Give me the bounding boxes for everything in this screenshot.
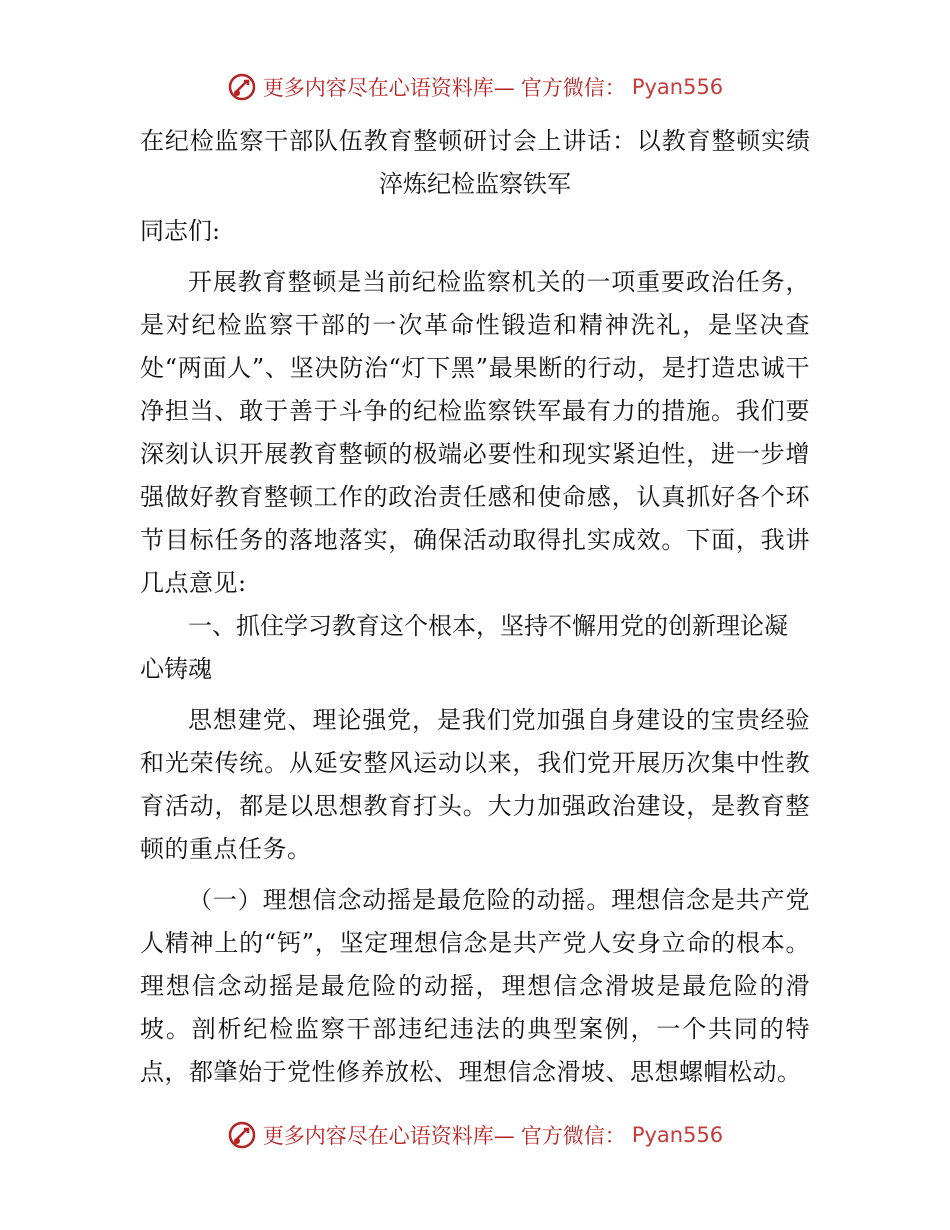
watermark-banner-top bbox=[0, 72, 950, 102]
watermark-wechat-label: 官方微信： bbox=[520, 1124, 626, 1148]
greeting: 同志们: bbox=[140, 217, 221, 245]
watermark-wechat-id: Pyan556 bbox=[631, 75, 724, 99]
watermark-logo-icon bbox=[227, 72, 257, 102]
watermark-text: 更多内容尽在心语资料库— bbox=[262, 1124, 515, 1148]
paragraph-section-1: 思想建党、理论强党，是我们党加强自身建设的宝贵经验和光荣传统。从延安整风运动以来，我们党开展历次集中性教育活动，都是以思想教育打头。大力加强政治建设，是教育整顿的重点任务。 bbox=[140, 706, 810, 863]
paragraph-subsection-1: （一）理想信念动摇是最危险的动摇。理想信念是共产党人精神上的“钙”，坚定理想信念是共产党人安身立命的根本。理想信念动摇是最危险的动摇，理想信念滑坡是最危险的滑坡。剖析纪检监察干部违纪违法的典型案例，一个共同的特点，都肇始于党性修养放松、理想信念滑坡、思想螺帽松动。 bbox=[140, 886, 810, 1086]
watermark-logo-icon bbox=[227, 1120, 257, 1150]
paragraph-intro: 开展教育整顿是当前纪检监察机关的一项重要政治任务，是对纪检监察干部的一次革命性锻造和精神洗礼，是坚决查处“两面人”、坚决防治“灯下黑”最果断的行动，是打造忠诚干净担当、敢于善于斗争的纪检监察铁军最有力的措施。我们要深刻认识开展教育整顿的极端必要性和现实紧迫性，进一步增强做好教育整顿工作的政治责任感和使命感，认真抓好各个环节目标任务的落地落实，确保活动取得扎实成效。下面，我讲几点意见: bbox=[140, 268, 810, 597]
section-heading-1: 一、抓住学习教育这个根本，坚持不懈用党的创新理论凝心铸魂 bbox=[140, 612, 788, 683]
watermark-wechat-id: Pyan556 bbox=[631, 1123, 724, 1147]
document-page bbox=[140, 120, 810, 1094]
watermark-text: 更多内容尽在心语资料库— bbox=[262, 76, 515, 100]
watermark-wechat-label: 官方微信： bbox=[520, 76, 626, 100]
document-title: 在纪检监察干部队伍教育整顿研讨会上讲话：以教育整顿实绩淬炼纪检监察铁军 bbox=[140, 127, 810, 198]
watermark-banner-bottom bbox=[0, 1120, 950, 1150]
